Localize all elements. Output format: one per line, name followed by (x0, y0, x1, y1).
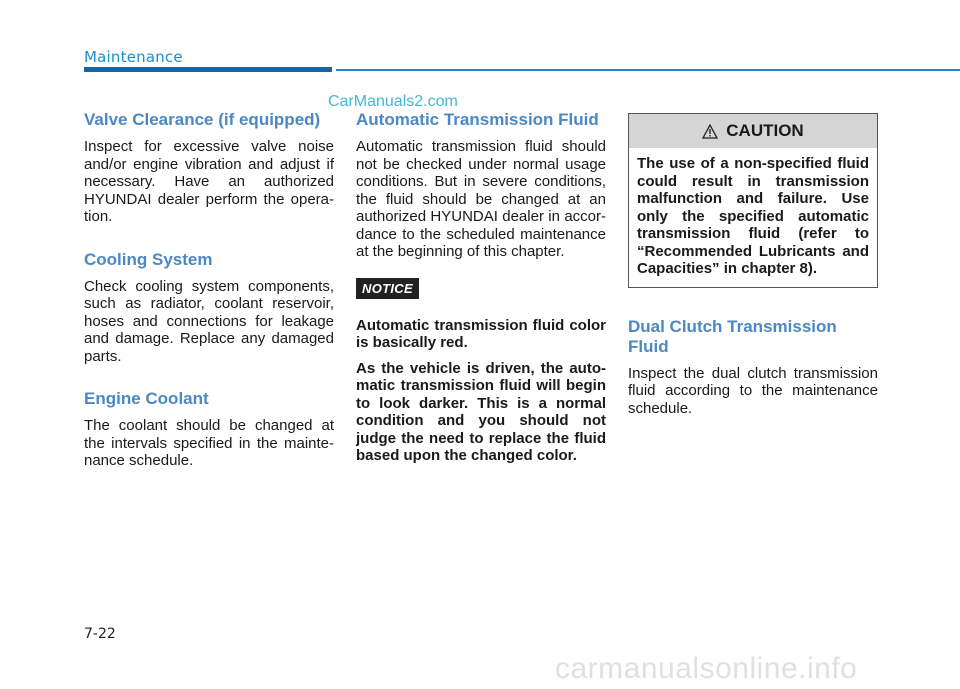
engine-coolant-heading: Engine Coolant (84, 389, 209, 408)
watermark-footer[interactable]: carmanualsonline.info (555, 652, 858, 685)
caution-label: CAUTION (726, 121, 804, 140)
column-left (84, 110, 334, 470)
column-right (628, 113, 878, 417)
atf-heading: Automatic Transmission Fluid (356, 110, 599, 129)
notice-badge: NOTICE (356, 278, 419, 299)
engine-coolant-text: The coolant should be changed at the intervals specified in the mainte-nance schedule. (84, 417, 334, 469)
valve-clearance-text: Inspect for excessive valve noise and/or engine vibration and adjust if necessary. Have an authorized HYUNDAI dealer perform the opera-tion. (84, 138, 334, 225)
header-rule-light (336, 69, 960, 71)
caution-header (629, 114, 877, 148)
header-rule-dark (84, 67, 332, 72)
cooling-system-heading: Cooling System (84, 249, 213, 269)
notice-paragraph-1: Automatic transmission fluid color is basically red. (356, 316, 606, 351)
notice-paragraph-2: As the vehicle is driven, the auto-matic transmission fluid will begin to look darker. This is a normal condition and you should not judge the need to replace the fluid based upon the changed color. (356, 359, 606, 464)
column-middle (356, 110, 606, 465)
caution-box (628, 113, 878, 288)
valve-clearance-heading: Valve Clearance (if equipped) (84, 110, 321, 129)
cooling-system-text: Check cooling system components, such as radiator, coolant reservoir, hoses and connections for leakage and damage. Replace any damaged parts. (84, 277, 334, 365)
atf-text: Automatic transmission fluid should not be checked under normal usage conditions. But in severe conditions, the fluid should be changed at an authorized HYUNDAI dealer in accor-dance to the scheduled maintenance at the beginning of this chapter. (356, 138, 606, 260)
section-header: Maintenance (84, 48, 183, 66)
watermark-top[interactable]: CarManuals2.com (328, 93, 458, 110)
dct-text: Inspect the dual clutch transmission fluid according to the maintenance schedule. (628, 364, 878, 417)
caution-text: The use of a non-specified fluid could result in transmission malfunction and failure. Use only the specified automatic transmission fluid (refer to “Recommended Lubricants and Capacities” in chapter 8). (637, 155, 869, 277)
page-number: 7-22 (84, 626, 116, 642)
dct-heading: Dual Clutch Transmission Fluid (628, 316, 837, 356)
warning-triangle-icon (702, 124, 718, 139)
